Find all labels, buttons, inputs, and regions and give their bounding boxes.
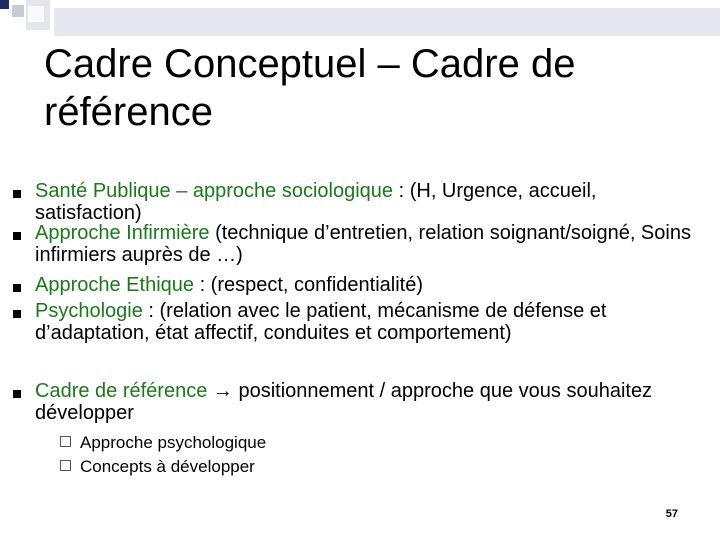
header-decoration (0, 0, 720, 40)
item-text: (technique d’entretien, relation soignant/soigné, Soins infirmiers auprès de …) (35, 222, 691, 266)
item-text: : (relation avec le patient, mécanisme de défense et d’adaptation, état affectif, conduites et comportement) (35, 300, 607, 344)
item-text: : (respect, confidentialité) (194, 274, 424, 296)
deco-square (0, 0, 9, 9)
item-highlight: Approche Infirmière (35, 222, 210, 244)
item-highlight: Approche Ethique (35, 274, 195, 296)
slide-title: Cadre Conceptuel – Cadre de référence (44, 42, 576, 134)
item-highlight: Cadre de référence (35, 380, 208, 402)
bullet-marker (13, 390, 21, 398)
arrow-icon: → (212, 380, 233, 402)
sub-list-item (60, 455, 255, 479)
item-highlight: Psychologie (35, 300, 143, 322)
item-text: : (H, Urgence, accueil, satisfaction) (35, 180, 597, 224)
bullet-marker (13, 310, 21, 318)
sub-item-label: Concepts à développer (80, 457, 255, 476)
item-text: positionnement / approche que vous souhaitez développer (35, 380, 653, 424)
deco-bar (54, 8, 720, 36)
sub-item-label: Approche psychologique (80, 433, 267, 452)
item-highlight: Santé Publique – approche sociologique (35, 180, 394, 202)
sub-list-item (60, 431, 266, 455)
checkbox-icon (60, 460, 71, 471)
bullet-marker (13, 232, 21, 240)
deco-square (28, 6, 44, 22)
page-number: 57 (665, 508, 678, 520)
bullet-marker (13, 190, 21, 198)
bullet-marker (13, 284, 21, 292)
deco-square (12, 5, 24, 17)
checkbox-icon (60, 436, 71, 447)
